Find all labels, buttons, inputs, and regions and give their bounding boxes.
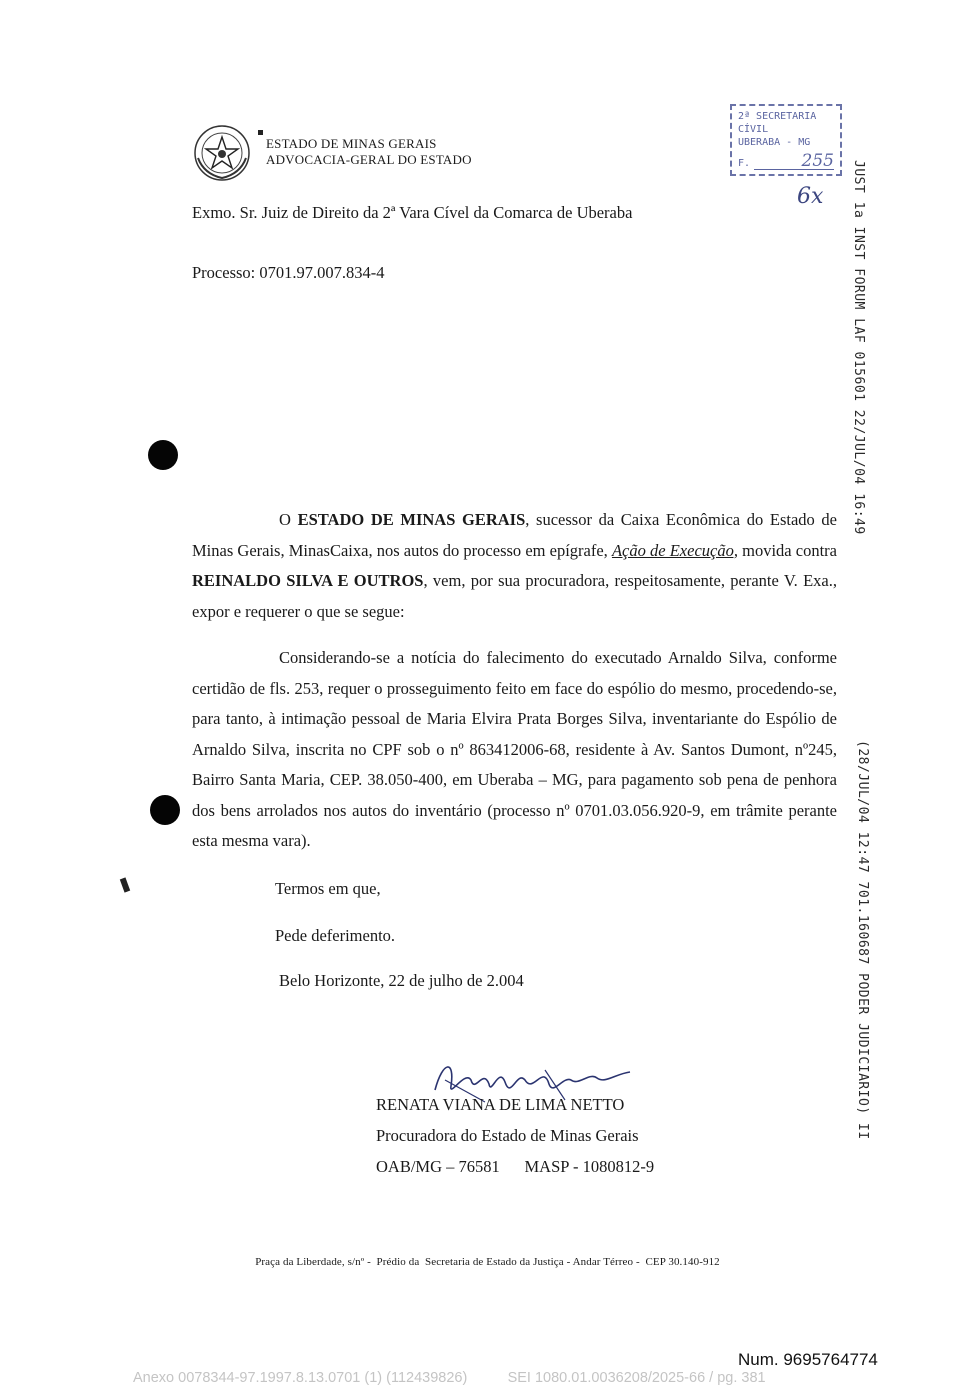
closing-line-2: Pede deferimento. [275, 926, 396, 945]
stamp-page-number: 255 [754, 153, 834, 170]
stamp-line-2: UBERABA - MG [738, 137, 811, 148]
closing-line-1: Termos em que, [275, 879, 381, 898]
paragraph-intro [192, 505, 837, 627]
party-name: ESTADO DE MINAS GERAIS [297, 510, 526, 529]
intro-text-c: , vem, por sua procuradora, respeitosamente, perante V. Exa., expor e requerer o que se segue: [192, 571, 837, 621]
signatory-registration: OAB/MG – 76581 MASP - 1080812-9 [376, 1157, 655, 1176]
paragraph-request [192, 643, 837, 857]
letterhead-state: ESTADO DE MINAS GERAIS [266, 136, 437, 151]
letterhead-agency: ADVOCACIA-GERAL DO ESTADO [266, 152, 472, 167]
signatory-name: RENATA VIANA DE LIMA NETTO [376, 1095, 625, 1114]
registry-stamp [730, 104, 842, 176]
punch-hole [150, 795, 180, 825]
coat-of-arms-seal [192, 124, 252, 182]
protocol-stamp-top: JUST 1a INST FORUM LAF 015601 22/JUL/04 16:49 [851, 160, 866, 535]
signatory-role: Procuradora do Estado de Minas Gerais [376, 1126, 639, 1145]
footer-address: Praça da Liberdade, s/nº - Prédio da Secretaria de Estado da Justiça - Andar Térreo - CEP 30.140-912 [255, 1256, 720, 1268]
stamp-prefix: F. [738, 158, 751, 169]
ink-speck [258, 130, 263, 135]
letterhead [266, 136, 472, 168]
handwritten-mark: 6x [797, 184, 824, 209]
addressee: Exmo. Sr. Juiz de Direito da 2ª Vara Cível da Comarca de Uberaba [192, 203, 633, 222]
place-and-date: Belo Horizonte, 22 de julho de 2.004 [279, 971, 524, 990]
request-text: Considerando-se a notícia do falecimento do executado Arnaldo Silva, conforme certidão de fls. 253, requer o prosseguimento feito em face do espólio do mesmo, procedendo-se, para tanto, à intimação pessoal de Maria Elvira Prata Borges Silva, inventariante do Espólio de Arnaldo Silva, inscrita no CPF sob o nº 863412006-68, residente à Av. Santos Dumont, nº245, Bairro Santa Maria, CEP. 38.050-400, em Uberaba – MG, para pagamento sob pena de penhora dos bens arrolados nos autos do inventário (processo nº 0701.03.056.920-9, em trâmite perante esta mesma vara). [192, 648, 837, 850]
intro-text-a: , sucessor da Caixa Econômica do Estado de Minas Gerais, MinasCaixa, nos autos do processo em epígrafe, [192, 510, 837, 560]
signature-block [376, 1090, 654, 1183]
punch-hole [148, 440, 178, 470]
stamp-line-1: 2ª SECRETARIA CÍVIL [738, 111, 817, 135]
process-number: Processo: 0701.97.007.834-4 [192, 263, 385, 282]
intro-text-b: movida contra [737, 540, 837, 560]
document-number: Num. 9695764774 [738, 1350, 878, 1369]
ink-speck [120, 877, 130, 892]
protocol-stamp-bottom: (28/JUL/04 12:47 701.160687 PODER JUDICIARIO) II [855, 740, 870, 1140]
action-type: Ação de Execução, [611, 540, 738, 560]
defendants: REINALDO SILVA E OUTROS [192, 571, 424, 590]
intro-prefix: O [279, 510, 298, 529]
annex-reference: Anexo 0078344-97.1997.8.13.0701 (1) (112439826) SEI 1080.01.0036208/2025-66 / pg. 381 [133, 1370, 766, 1386]
